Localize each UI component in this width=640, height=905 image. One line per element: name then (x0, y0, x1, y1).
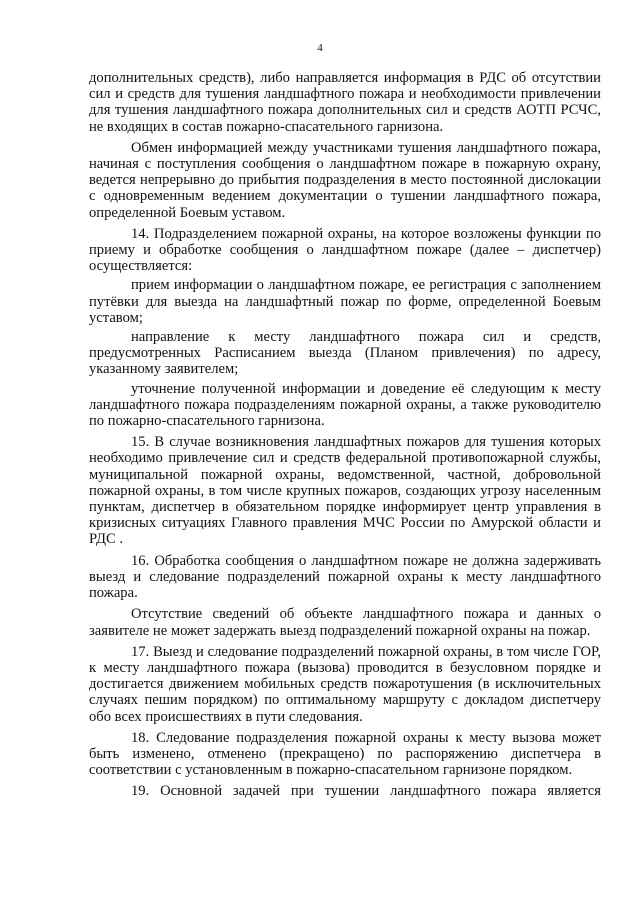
paragraph-missing-info: Отсутствие сведений об объекте ландшафтного пожара и данных о заявителе не может задержать выезд подразделений пожарной охраны на пожар. (89, 606, 601, 639)
paragraph-continuation: дополнительных средств), либо направляется информация в РДС об отсутствии сил и средств для тушения ландшафтного пожара и необходимости привлечении для тушения ландшафтного пожара дополнительных сил и средств АОТП РСЧС, не входящих в состав пожарно-спасательного гарнизона. (89, 70, 601, 135)
paragraph-15: 15. В случае возникновения ландшафтных пожаров для тушения которых необходимо привлечение сил и средств федеральной противопожарной службы, муниципальной пожарной охраны, ведомственной, частной, добровольной пожарной охраны, в том числе крупных пожаров, создающих угрозу населенным пунктам, диспетчер в обязательном порядке информирует центр управления в кризисных ситуациях Главного правления МЧС России по Амурской области и РДС . (89, 434, 601, 548)
paragraph-16: 16. Обработка сообщения о ландшафтном пожаре не должна задерживать выезд и следование подразделений пожарной охраны к месту ландшафтного пожара. (89, 552, 601, 602)
paragraph-19: 19. Основной задачей при тушении ландшафтного пожара является (131, 783, 601, 800)
list-item-direction: направление к месту ландшафтного пожара сил и средств, предусмотренных Расписанием выезда (Планом привлечения) по адресу, указанному заявителем; (89, 329, 601, 378)
list-item-reception: прием информации о ландшафтном пожаре, ее регистрация с заполнением путёвки для выезда на ландшафтный пожар по форме, определенной Боевым уставом; (89, 277, 601, 326)
paragraph-18: 18. Следование подразделения пожарной охраны к месту вызова может быть изменено, отменено (прекращено) по распоряжению диспетчера в соответствии с установленным в пожарно-спасательном гарнизоне порядком. (89, 729, 601, 779)
list-item-clarification: уточнение полученной информации и доведение её следующим к месту ландшафтного пожара подразделениям пожарной охраны, а также руководителю по пожарно-спасательного гарнизона. (89, 380, 601, 430)
paragraph-14: 14. Подразделением пожарной охраны, на которое возложены функции по приему и обработке сообщения о ландшафтном пожаре (далее – диспетчер) осуществляется: (89, 225, 601, 275)
paragraph-information-exchange: Обмен информацией между участниками тушения ландшафтного пожара, начиная с поступления сообщения о ландшафтном пожаре в пожарную охрану, ведется непрерывно до прибытия подразделения в место постоянной дислокации с одновременным ведением документации о тушении ландшафтного пожара, определенной Боевым уставом. (89, 139, 601, 221)
document-body (89, 70, 601, 800)
paragraph-17: 17. Выезд и следование подразделений пожарной охраны, в том числе ГОР, к месту ландшафтного пожара (вызова) проводится в безусловном порядке и достигается движением мобильных средств пожаротушения (в исключительных случаях пешим порядком) по оптимальному маршруту с докладом диспетчеру обо всех происшествиях в пути следования. (89, 643, 601, 725)
page-number: 4 (317, 42, 323, 54)
